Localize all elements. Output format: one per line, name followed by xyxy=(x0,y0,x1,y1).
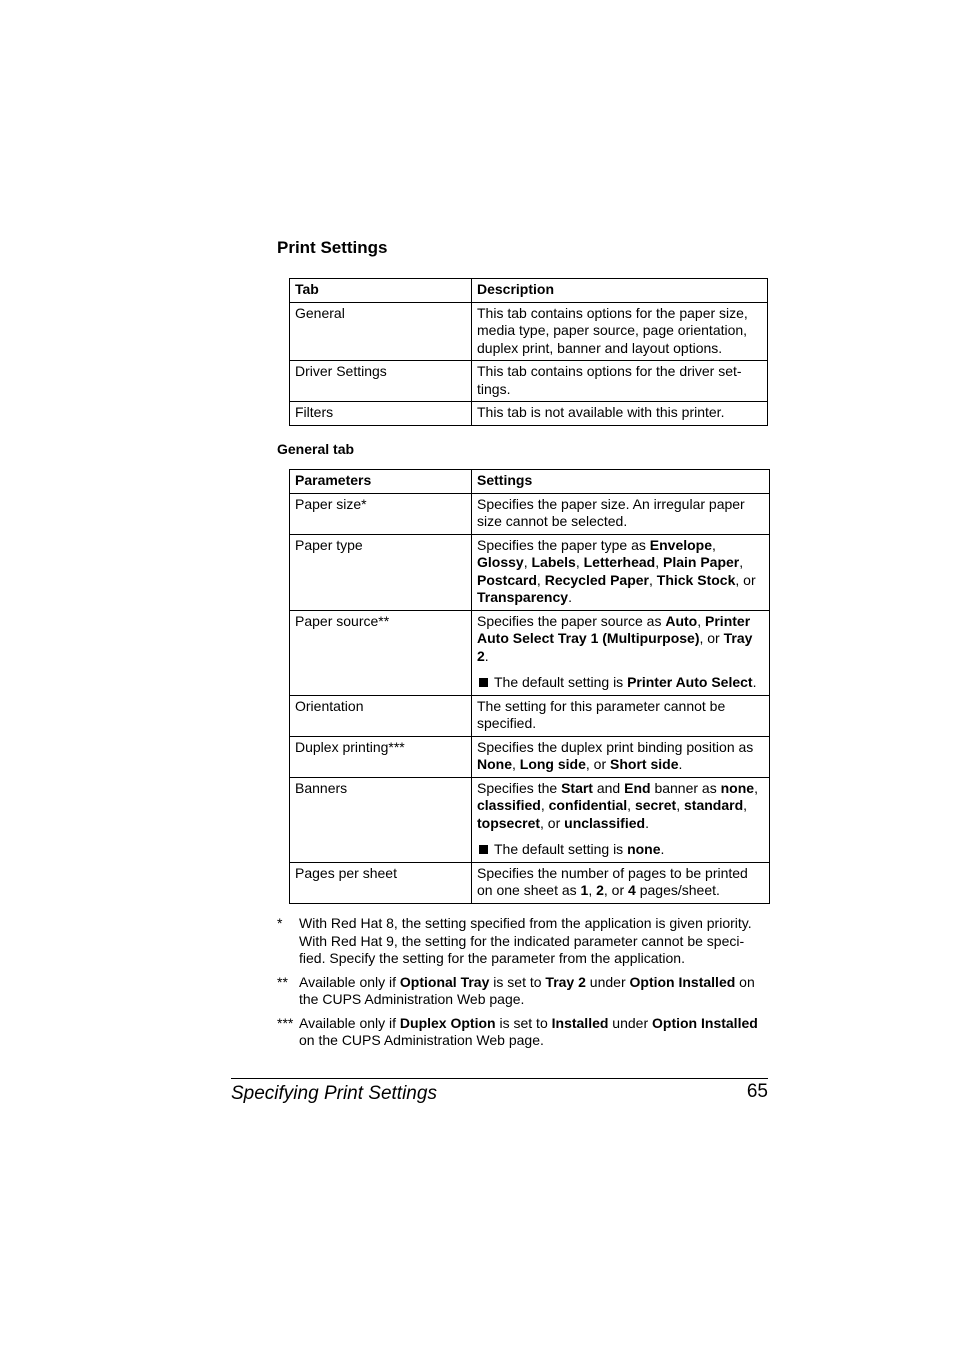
bullet-square-icon xyxy=(479,845,488,854)
page-number: 65 xyxy=(746,1081,768,1102)
setting-cell xyxy=(472,610,770,695)
setting-cell: Specifies the paper size. An irregular paper size cannot be selected. xyxy=(472,493,770,534)
column-header-parameters: Parameters xyxy=(290,470,472,494)
footnote-mark: ** xyxy=(277,973,288,990)
parameter-cell: Orientation xyxy=(290,695,472,736)
bullet-square-icon xyxy=(479,678,488,687)
tabs-table xyxy=(289,278,768,426)
table-row xyxy=(290,402,768,426)
table-row xyxy=(290,302,768,361)
column-header-description: Description xyxy=(472,279,768,303)
footer-title: Specifying Print Settings xyxy=(231,1083,437,1104)
general-tab-table xyxy=(289,469,770,904)
table-row xyxy=(290,777,770,862)
table-row xyxy=(290,695,770,736)
tab-description-cell: This tab contains options for the paper size, media type, paper source, page orientation, duplex print, banner and layout options. xyxy=(472,302,768,361)
tab-description-cell: This tab contains options for the driver set- tings. xyxy=(472,361,768,402)
parameter-cell: Pages per sheet xyxy=(290,862,472,903)
table-row xyxy=(290,610,770,695)
tab-description-cell: This tab is not available with this printer. xyxy=(472,402,768,426)
column-header-settings: Settings xyxy=(472,470,770,494)
tab-name-cell: General xyxy=(290,302,472,361)
section-title: Print Settings xyxy=(277,238,388,257)
setting-cell: Specifies the number of pages to be printed on one sheet as 1, 2, or 4 pages/sheet. xyxy=(472,862,770,903)
table-row xyxy=(290,534,770,610)
tab-name-cell: Filters xyxy=(290,402,472,426)
parameter-cell: Duplex printing*** xyxy=(290,736,472,777)
setting-cell xyxy=(472,777,770,862)
table-row xyxy=(290,736,770,777)
footnote-text: Available only if Duplex Option is set to Installed under Option Installed on the CUPS Administration Web page. xyxy=(299,1014,758,1048)
footnotes xyxy=(277,915,769,1056)
footnote-text: Available only if Optional Tray is set to Tray 2 under Option Installed on the CUPS Administration Web page. xyxy=(299,973,755,1007)
default-note: The default setting is none. xyxy=(477,841,764,859)
footer-divider xyxy=(231,1078,768,1079)
footnote-mark: *** xyxy=(277,1014,294,1031)
parameter-cell: Banners xyxy=(290,777,472,862)
default-note: The default setting is Printer Auto Select. xyxy=(477,674,764,692)
parameter-cell: Paper type xyxy=(290,534,472,610)
parameter-cell: Paper size* xyxy=(290,493,472,534)
column-header-tab: Tab xyxy=(290,279,472,303)
setting-cell: The setting for this parameter cannot be specified. xyxy=(472,695,770,736)
setting-text: Specifies the Start and End banner as none, classified, confidential, secret, standard, topsecret, or unclassified. xyxy=(477,779,758,831)
parameter-cell: Paper source** xyxy=(290,610,472,695)
footnote xyxy=(277,915,769,968)
table-header-row xyxy=(290,279,768,303)
setting-text: Specifies the paper source as Auto, Printer Auto Select Tray 1 (Multipurpose), or Tray 2. xyxy=(477,612,753,664)
footnote xyxy=(277,974,769,1009)
footnote xyxy=(277,1015,769,1050)
footnote-text: With Red Hat 8, the setting specified from the application is given priority. With Red Hat 9, the setting for the indicated parameter cannot be speci- fied. Specify the setting for the parameter from the application. xyxy=(299,915,752,966)
setting-cell: Specifies the duplex print binding position as None, Long side, or Short side. xyxy=(472,736,770,777)
table-header-row xyxy=(290,470,770,494)
general-tab-title: General tab xyxy=(277,441,355,457)
table-row xyxy=(290,862,770,903)
footnote-mark: * xyxy=(277,915,283,931)
table-row xyxy=(290,361,768,402)
table-row xyxy=(290,493,770,534)
tab-name-cell: Driver Settings xyxy=(290,361,472,402)
setting-cell: Specifies the paper type as Envelope, Glossy, Labels, Letterhead, Plain Paper, Postcard, Recycled Paper, Thick Stock, or Transparency. xyxy=(472,534,770,610)
